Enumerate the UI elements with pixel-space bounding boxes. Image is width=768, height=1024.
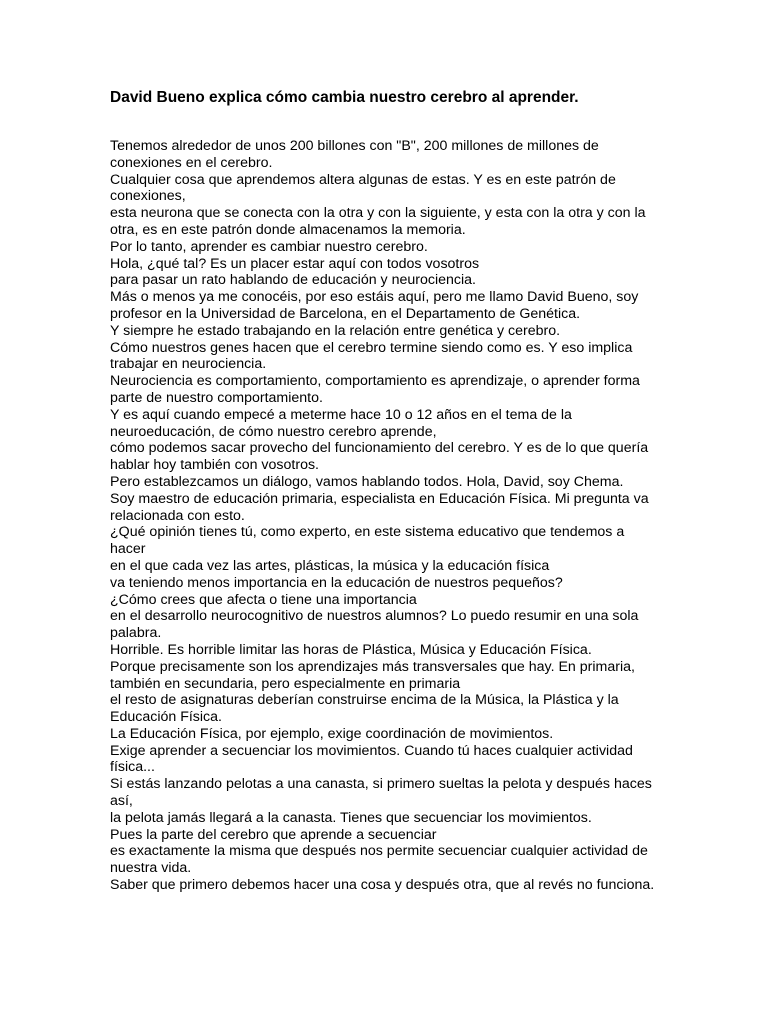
text-line: Saber que primero debemos hacer una cosa y después otra, que al revés no funciona. xyxy=(110,877,655,894)
text-line: ¿Qué opinión tienes tú, como experto, en este sistema educativo que tendemos a hacer xyxy=(110,524,625,558)
text-line: Soy maestro de educación primaria, especialista en Educación Física. Mi pregunta va relacionada con esto. xyxy=(110,490,649,524)
text-line: Pero establezcamos un diálogo, vamos hablando todos. Hola, David, soy Chema. xyxy=(110,473,624,490)
text-line: en el desarrollo neurocognitivo de nuestros alumnos? Lo puedo resumir en una sola palabra. xyxy=(110,608,639,642)
text-line: Más o menos ya me conocéis, por eso estáis aquí, pero me llamo David Bueno, soy profesor en la Universidad de Barcelona, en el Departamento de Genética. xyxy=(110,289,639,322)
text-line: la pelota jamás llegará a la canasta. Tienes que secuenciar los movimientos. xyxy=(110,809,592,826)
text-line: va teniendo menos importancia en la educación de nuestros pequeños? xyxy=(110,574,563,591)
text-line: Si estás lanzando pelotas a una canasta, si primero sueltas la pelota y después haces así, xyxy=(110,776,652,810)
text-line: Cómo nuestros genes hacen que el cerebro termine siendo como es. Y eso implica trabajar en neurociencia. xyxy=(110,339,633,373)
text-line: Tenemos alrededor de unos 200 billones con "B", 200 millones de millones de conexiones en el cerebro. xyxy=(110,138,599,171)
text-line: La Educación Física, por ejemplo, exige coordinación de movimientos. xyxy=(110,725,554,742)
text-line: Y siempre he estado trabajando en la relación entre genética y cerebro. xyxy=(110,322,561,339)
text-line: Exige aprender a secuenciar los movimientos. Cuando tú haces cualquier actividad física... xyxy=(110,742,633,776)
text-line: Horrible. Es horrible limitar las horas de Plástica, Música y Educación Física. xyxy=(110,641,592,658)
text-line: Neurociencia es comportamiento, comportamiento es aprendizaje, o aprender forma parte de nuestro comportamiento. xyxy=(110,373,640,406)
text-line: Cualquier cosa que aprendemos altera algunas de estas. Y es en este patrón de conexiones, xyxy=(110,171,616,205)
text-line: Pues la parte del cerebro que aprende a secuenciar xyxy=(110,826,437,843)
text-line: el resto de asignaturas deberían construirse encima de la Música, la Plástica y la Educación Física. xyxy=(110,692,619,726)
document-title: David Bueno explica cómo cambia nuestro cerebro al aprender. xyxy=(110,89,579,106)
text-line: Hola, ¿qué tal? Es un placer estar aquí con todos vosotros xyxy=(110,255,480,272)
text-line: es exactamente la misma que después nos permite secuenciar cualquier actividad de nuestra vida. xyxy=(110,843,648,877)
text-line: esta neurona que se conecta con la otra y con la siguiente, y esta con la otra y con la otra, es en este patrón donde almacenamos la memoria. xyxy=(110,205,646,238)
text-line: ¿Cómo crees que afecta o tiene una importancia xyxy=(110,591,417,608)
text-line: para pasar un rato hablando de educación y neurociencia. xyxy=(110,272,476,289)
text-line: en el que cada vez las artes, plásticas, la música y la educación física xyxy=(110,557,550,574)
text-line: Por lo tanto, aprender es cambiar nuestro cerebro. xyxy=(110,238,428,255)
text-line: Y es aquí cuando empecé a meterme hace 10 o 12 años en el tema de la neuroeducación, de cómo nuestro cerebro aprende, xyxy=(110,406,572,440)
text-line: cómo podemos sacar provecho del funcionamiento del cerebro. Y es de lo que quería hablar hoy también con vosotros. xyxy=(110,440,649,474)
text-line: Porque precisamente son los aprendizajes más transversales que hay. En primaria, también en secundaria, pero especialmente en primaria xyxy=(110,658,635,692)
document-body xyxy=(110,138,658,894)
